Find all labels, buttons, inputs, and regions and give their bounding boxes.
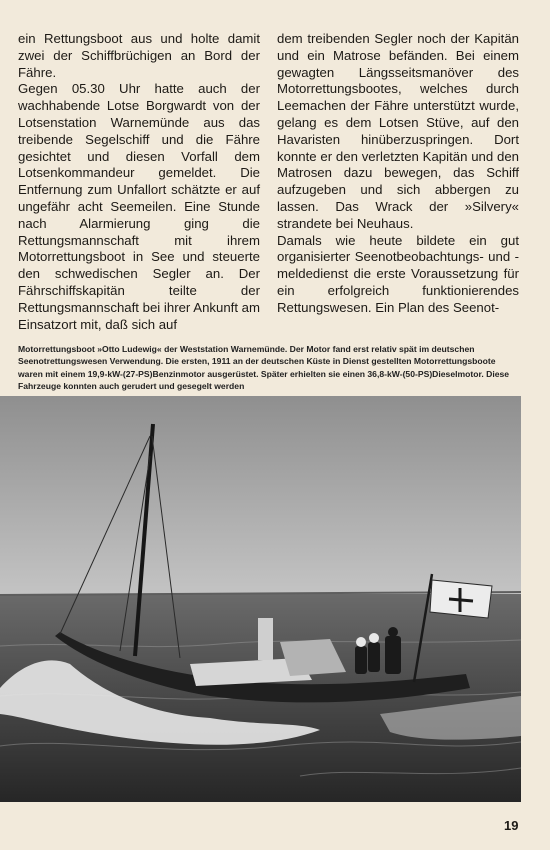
left-paragraph-1: ein Rettungsboot aus und holte damit zwei der Schiffbrüchigen an Bord der Fähre. <box>18 31 260 80</box>
right-paragraph-2: Damals wie heute bildete ein gut organisierter Seenotbeobachtungs- und -meldedienst die erste Voraussetzung für ein erfolgreich funktionierendes Rettungswesen. Ein Plan des Seenot- <box>277 232 519 315</box>
exhaust-stack <box>258 618 273 660</box>
right-paragraph-1: dem treibenden Segler noch der Kapitän und ein Matrose befänden. Bei einem gewagten Längsseitsmanöver des Motorrettungsbootes, welches durch Leemachen der Fähre unterstützt wurde, gelang es dem Lotsen Stüve, auf den Havaristen hinüberzuspringen. Dort konnte er den verletzten Kapitän und den Matrosen dazu bewegen, das Schiff aufzugeben und sich abbergen zu lassen. Das Wrack der »Silvery« strandete bei Neuhaus. <box>277 31 519 231</box>
left-paragraph-2: Gegen 05.30 Uhr hatte auch der wachhabende Lotse Borgwardt von der Lotsenstation Warnemünde aus das treibende Segelschiff und die Fähre gesichtet und diesen Vorfall dem Lotsenkommandeur gemeldet. Die Entfernung zum Unfallort schätzte er auf ungefähr acht Seemeilen. Eine Stunde nach Alarmierung ging die Rettungsmannschaft mit ihrem Motorrettungsboot in See und steuerte den schwedischen Segler an. Der Fährschiffskapitän teilte der Rettungsmannschaft bei ihrer Ankunft am Einsatzort mit, daß sich auf <box>18 81 260 332</box>
left-column <box>18 31 260 333</box>
sky <box>0 396 521 596</box>
photo-caption: Motorrettungsboot »Otto Ludewig« der Weststation Warnemünde. Der Motor fand erst relativ spät im deutschen Seenotrettungswesen Verwendung. Die ersten, 1911 an der deutschen Küste in Dienst gestellten Motorrettungsboote waren mit einem 19,9-kW-(27-PS)Benzinmotor ausgerüstet. Später erhielten sie einen 36,8-kW-(50-PS)Dieselmotor. Diese Fahrzeuge konnten auch gerudert und gesegelt werden <box>18 344 510 392</box>
lifeboat-photo <box>0 396 521 802</box>
page-number: 19 <box>504 818 519 833</box>
right-column <box>277 31 519 317</box>
